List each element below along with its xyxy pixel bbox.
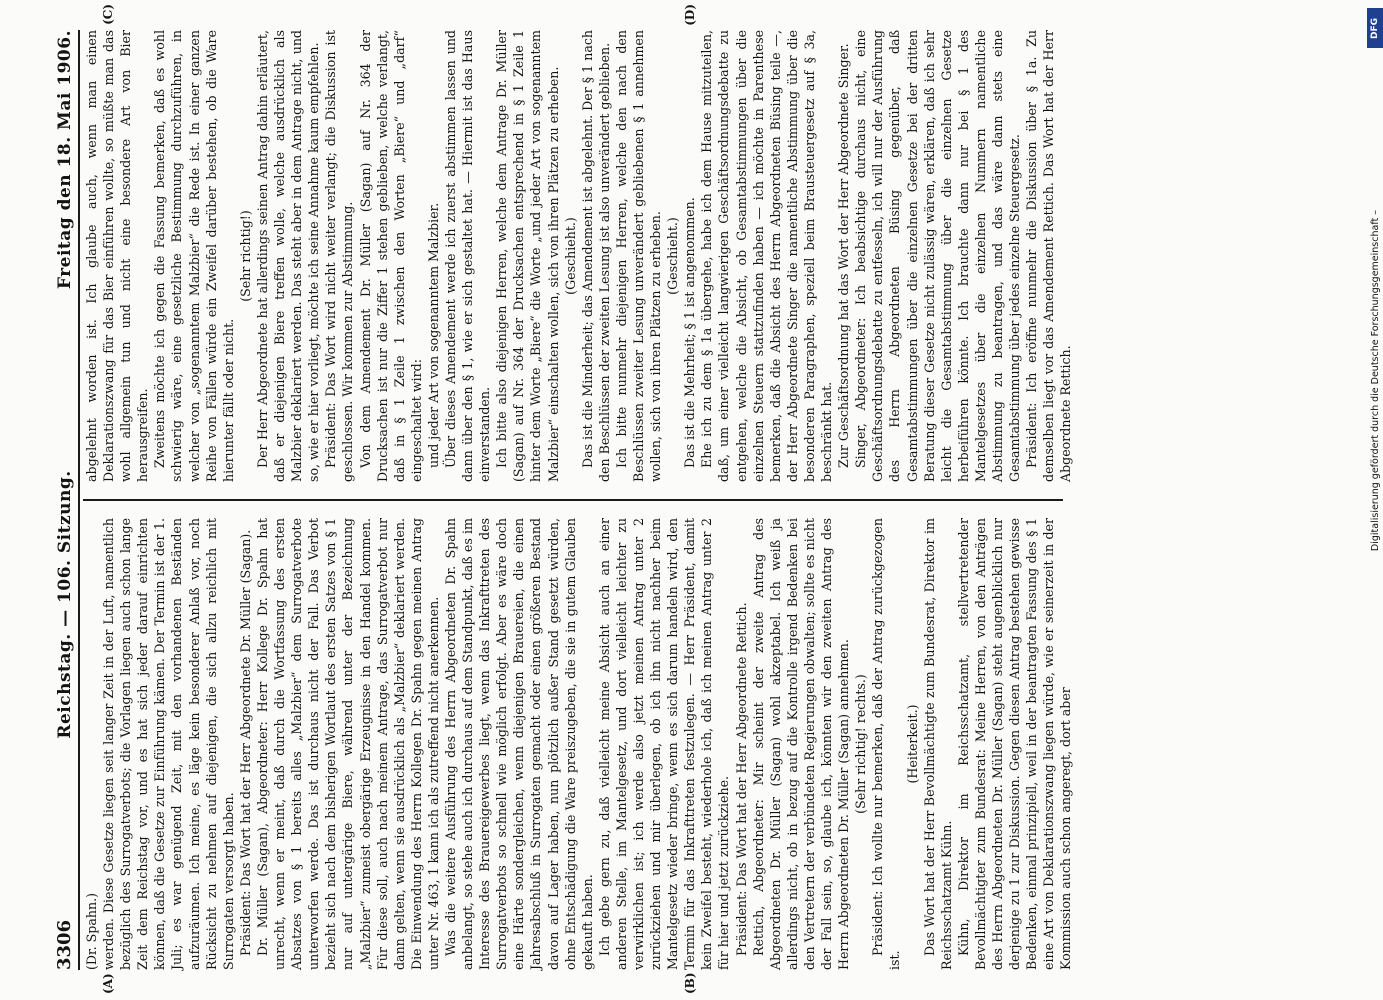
session-date: Freitag den 18. Mai 1906. (54, 30, 75, 290)
page-header (41, 30, 80, 970)
dfg-logo: DFG (1367, 8, 1383, 48)
left-paragraph: Präsident: Ich wollte nur bemerken, daß der Antrag zurückgezogen ist. (869, 518, 902, 970)
margin-mark-a: (A) (100, 973, 115, 994)
page-number: 3306 (53, 919, 75, 970)
left-paragraph: Kühn, Direktor im Reichsschatzamt, stellvertretender Bevollmächtigter zum Bundesrat: Meine Herren, von den Anträgen des Herrn Abgeordneten Dr. Müller (Sagan) steht augenblicklich nur derjenige zu 1 zur Diskussion. Gegen diesen Antrag bestehen gewisse Bedenken, einmal prinzipiell, weil in der beantragten Fassung des § 1 eine Art von Deklarationszwang liegen würde, wie er seinerzeit in der Kommission auch schon angeregt, dort aber (955, 518, 1073, 970)
right-paragraph: Der Herr Abgeordnete hat allerdings seinen Antrag dahin erläutert, daß er diejenigen Biere treffen wolle, welche ausdrücklich als Malzbier deklariert werden. Das steht aber in dem Antrage nicht, und so, wie er hier vorliegt, möchte ich seine Annahme kaum empfehlen. (254, 30, 321, 482)
left-column (83, 518, 1331, 970)
right-paragraph: (Geschieht.) (562, 217, 578, 295)
left-paragraph: Präsident: Das Wort hat der Herr Abgeordnete Dr. Müller (Sagan). (237, 529, 253, 956)
right-paragraph: Ich bitte also diejenigen Herren, welche dem Antrage Dr. Müller (Sagan) auf Nr. 364 der Drucksachen entsprechend in § 1 Zeile 1 hinter dem Worte „Biere“ die Worte „und jeder Art von sogenanntem Malzbier“ einschalten wollen, sich von ihren Plätzen zu erheben. (493, 30, 561, 482)
margin-mark-b: (B) (682, 972, 697, 994)
left-paragraph: Ich gebe gern zu, daß vielleicht meine Absicht auch an einer anderen Stelle, im Mantelgesetz, und dort vielleicht leichter zu verwirklichen ist; ich werde also jetzt meinen Antrag unter 2 zurückziehen und mir überlegen, ob ich ihn nicht nachher beim Mantelgesetz wieder bringe, wenn es sich darum handeln wird, den Termin für das Inkrafttreten festzulegen. — Herr Präsident, damit kein Zweifel besteht, wiederhole ich, daß ich meinen Antrag unter 2 für hier und jetzt zurückziehe. (596, 518, 731, 970)
right-paragraph: Präsident: Ich eröffne nunmehr die Diskussion über § 1a. Zu demselben liegt vor das Amendement Rettich. Das Wort hat der Herr Abgeordnete Rettich. (1023, 30, 1073, 482)
right-paragraph: und jeder Art von sogenanntem Malzbier. (425, 202, 441, 468)
margin-mark-c: (C) (100, 4, 115, 25)
right-paragraph: Von dem Amendement Dr. Müller (Sagan) auf Nr. 364 der Drucksachen ist nur die Ziffer 1 stehen geblieben, welche verlangt, daß in § 1 Zeile 1 zwischen den Worten „Biere“ und „darf“ eingeschaltet wird: (357, 30, 424, 482)
right-paragraph: Zur Geschäftsordnung hat das Wort der Herr Abgeordnete Singer. (835, 43, 851, 468)
left-paragraph: Präsident: Das Wort hat der Herr Abgeordnete Rettich. (733, 602, 749, 956)
left-paragraph: werden. Diese Gesetze liegen seit langer Zeit in der Luft, namentlich bezüglich des Surrogatverbots; die Vorlagen liegen auch schon lange Zeit dem Reichstag vor, und es hat sich jeder darauf einrichten können, daß die Gesetze zur Einführung kämen. Der Termin ist der 1. Juli; es war genügend Zeit, mit den vorhandenen Beständen aufzuräumen. Ich meine, es läge kein besonderer Anlaß vor, noch Rücksicht zu nehmen auf diejenigen, die sich allzu reichlich mit Surrogaten versorgt haben. (100, 518, 236, 970)
right-paragraph: (Sehr richtig!) (237, 210, 253, 302)
right-paragraph: Singer, Abgeordneter: Ich beabsichtige durchaus nicht, eine Geschäftsordnungsdebatte zu entfesseln, ich will nur der Ausführung des Herrn Abgeordneten Büsing gegenüber, daß Gesamtabstimmungen über die einzelnen Gesetze bei der dritten Beratung dieser Gesetze nicht zulässig wären, erklären, daß ich sehr leicht die Gesamtabstimmung über die einzelnen Gesetze herbeiführen könnte. Ich brauchte dann nur bei § 1 des Mantelgesetzes über die einzelnen Nummern namentliche Abstimmung zu beantragen, und das wäre dann stets eine Gesamtabstimmung über jedes einzelne Steuergesetz. (852, 30, 1022, 482)
right-paragraph: Über dieses Amendement werde ich zuerst abstimmen lassen und dann über den § 1, wie er sich gestaltet hat. — Hiermit ist das Haus einverstanden. (442, 30, 492, 482)
right-paragraph: (Geschieht.) (664, 217, 680, 295)
session-title: Reichstag. — 106. Sitzung. (54, 470, 75, 739)
margin-mark-d: (D) (682, 4, 697, 26)
left-paragraph: Dr. Müller (Sagan), Abgeordneter: Herr Kollege Dr. Spahn hat unrecht, wenn er meint, daß durch die Wortfassung des ersten Absatzes von § 1 bereits alles „Malzbier“ dem Surrogatverbote unterworfen werde. Das ist durchaus nicht der Fall. Das Verbot bezieht sich nach dem bisherigen Wortlaut des ersten Satzes von § 1 nur auf untergärige Biere, während unter der Bezeichnung „Malzbier“ zumeist obergärige Erzeugnisse in den Handel kommen. Für diese soll, auch nach meinem Antrage, das Surrogatverbot nur dann gelten, wenn sie ausdrücklich als „Malzbier“ deklariert werden. Die Einwendung des Herrn Kollegen Dr. Spahn gegen meinen Antrag unter Nr. 463, 1 kann ich als zutreffend nicht anerkennen. (254, 518, 441, 970)
left-paragraph: Rettich, Abgeordneter: Mir scheint der zweite Antrag des Abgeordneten Dr. Müller (Sagan) wohl akzeptabel. Ich weiß ja allerdings nicht, ob in bezug auf die Kontrolle irgend Bedenken bei den Vertretern der verbündeten Regierungen obwalten; sollte es nicht der Fall sein, so, glaube ich, könnten wir den zweiten Antrag des Herrn Abgeordneten Dr. Müller (Sagan) annehmen. (750, 518, 851, 970)
left-paragraph: Das Wort hat der Herr Bevollmächtigte zum Bundesrat, Direktor im Reichsschatzamt Kühn. (921, 518, 954, 970)
document-sheet (41, 4, 1331, 994)
right-paragraph: Ich bitte nunmehr diejenigen Herren, welche den nach den Beschlüssen zweiter Lesung unverändert gebliebenen § 1 annehmen wollen, sich von ihren Plätzen zu erheben. (613, 30, 663, 482)
left-paragraph: (Dr. Spahn.) (83, 893, 99, 970)
text-columns (83, 4, 1331, 994)
column-divider (83, 499, 1063, 501)
digitization-credit: Digitalisierung gefördert durch die Deutsche Forschungsgemeinschaft – (1370, 210, 1381, 552)
right-paragraph: Ehe ich zu dem § 1a übergehe, habe ich dem Hause mitzuteilen, daß, um einer vielleicht langwierigen Geschäftsordnungsdebatte zu entgehen, welche die Absicht, ob Gesamtabstimmungen über die einzelnen Steuern stattzufinden haben — ich möchte in Parenthese bemerken, daß die Absicht des Herrn Abgeordneten Büsing teile —, der Herr Abgeordnete Singer die namentliche Abstimmung über die besonderen Paragraphen, speziell beim Brausteuergesetz auf § 3a, beschränkt hat. (698, 30, 834, 482)
left-paragraph: (Sehr richtig! rechts.) (852, 674, 868, 814)
right-paragraph: abgelehnt worden ist. Ich glaube auch, wenn man einen Deklarationszwang für das Bier einführen wollte, so müßte man das wohl allgemein tun und nicht eine besondere Art von Bier herausgreifen. (83, 30, 150, 482)
left-paragraph: Was die weitere Ausführung des Herrn Abgeordneten Dr. Spahn anbelangt, so stehe auch ich durchaus auf dem Standpunkt, daß es im Interesse des Brauereigewerbes liegt, wenn das Inkrafttreten des Surrogatverbots so schnell wie möglich erfolgt. Aber es wäre doch eine Härte sondergleichen, wenn diejenigen Brauereien, die einen Jahresabschluß in Surrogaten gemacht oder einen größeren Bestand davon auf Lager haben, nun plötzlich außer Stand gesetzt würden, ohne Entschädigung die Ware preiszugeben, die sie in gutem Glauben gekauft haben. (442, 518, 595, 970)
left-paragraph: (Heiterkeit.) (904, 704, 919, 784)
right-column (83, 30, 1331, 482)
right-paragraph: Zweitens möchte ich gegen die Fassung bemerken, daß es wohl schwierig wäre, eine gesetzliche Bestimmung durchzuführen, in welcher von „sogenanntem Malzbier“ die Rede ist. In einer ganzen Reihe von Fällen würde ein Zweifel darüber bestehen, ob die Ware hierunter fällt oder nicht. (151, 30, 236, 482)
right-paragraph: Präsident: Das Wort wird nicht weiter verlangt; die Diskussion ist geschlossen. Wir kommen zur Abstimmung. (322, 30, 355, 482)
right-paragraph: Das ist die Mehrheit; § 1 ist angenommen. (681, 197, 697, 468)
right-paragraph: Das ist die Minderheit; das Amendement ist abgelehnt. Der § 1 nach den Beschlüssen der zweiten Lesung ist also unverändert geblieben. (579, 30, 612, 482)
